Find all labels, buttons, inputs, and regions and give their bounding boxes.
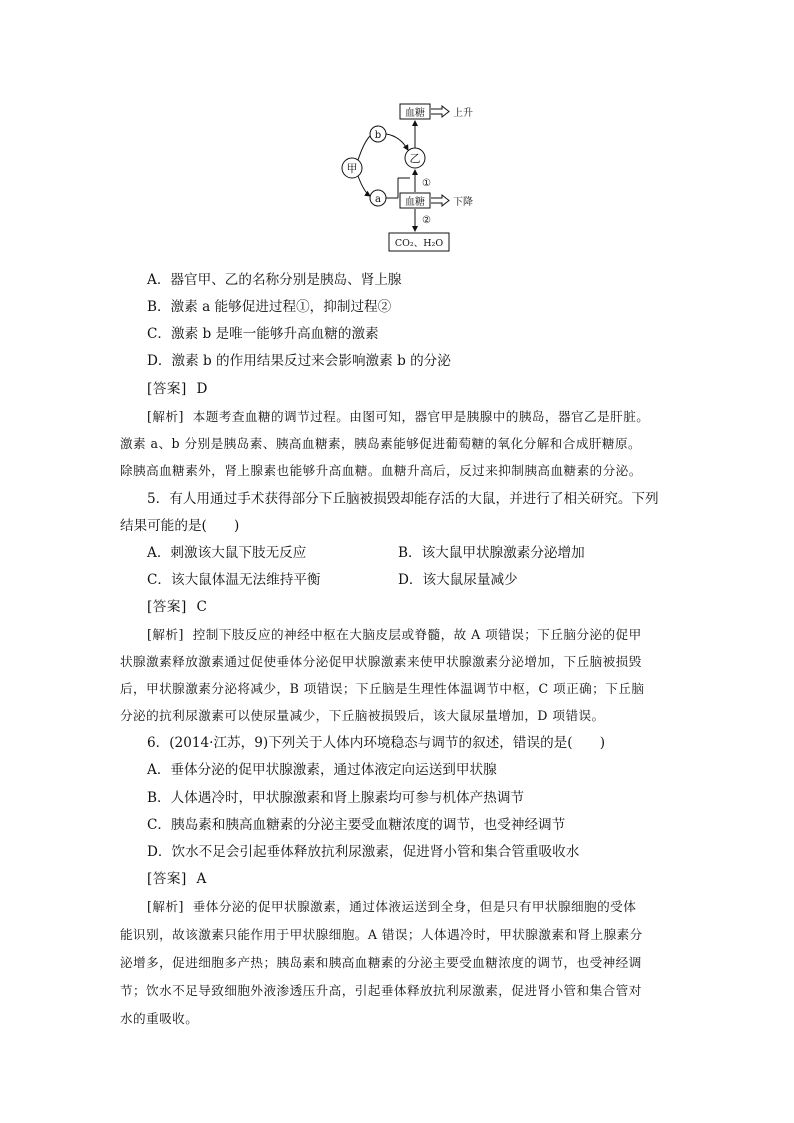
blood-sugar-diagram	[330, 96, 490, 260]
q6-answer	[147, 869, 207, 889]
q5-analysis-line-1: [解析] 控制下肢反应的神经中枢在大脑皮层或脊髓，故 A 项错误；下丘脑分泌的促甲	[147, 627, 642, 642]
q5-option-c: C．该大鼠体温无法维持平衡	[147, 572, 321, 588]
q4-option-c: C．激素 b 是唯一能够升高血糖的激素	[147, 326, 379, 342]
q6-option-b: B．人体遇冷时，甲状腺激素和肾上腺素均可参与机体产热调节	[147, 790, 525, 806]
rise-label: 上升	[453, 108, 473, 119]
step-1-label: ①	[422, 178, 431, 189]
products-label: CO₂、H₂O	[394, 238, 444, 249]
blood-sugar-box-top-label: 血糖	[405, 108, 425, 119]
q6-option-c: C．胰岛素和胰高血糖素的分泌主要受血糖浓度的调节，也受神经调节	[147, 817, 566, 833]
q6-stem: 6．(2014·江苏，9)下列关于人体内环境稳态与调节的叙述，错误的是( )	[147, 735, 606, 751]
q5-stem-line-2: 结果可能的是( )	[120, 518, 240, 534]
node-yi-label: 乙	[409, 152, 421, 165]
q4-option-d: D．激素 b 的作用结果反过来会影响激素 b 的分泌	[147, 353, 451, 369]
q6-option-d: D．饮水不足会引起垂体释放抗利尿激素，促进肾小管和集合管重吸收水	[147, 844, 580, 860]
q4-analysis-line-1: [解析] 本题考查血糖的调节过程。由图可知，器官甲是胰腺中的胰岛，器官乙是肝脏。	[147, 409, 650, 424]
q6-analysis-line-2: 能识别，故该激素只能作用于甲状腺细胞。A 错误；人体遇冷时，甲状腺激素和肾上腺素分	[120, 927, 643, 942]
q6-analysis-line-1: [解析] 垂体分泌的促甲状腺激素，通过体液运送到全身，但是只有甲状腺细胞的受体	[147, 899, 637, 914]
q5-analysis-line-3: 后，甲状腺激素分泌将减少，B 项错误；下丘脑是生理性体温调节中枢，C 项正确；下丘脑	[120, 681, 645, 696]
q6-option-a: A．垂体分泌的促甲状腺激素，通过体液定向运送到甲状腺	[147, 762, 497, 778]
q5-answer	[147, 597, 207, 617]
fall-arrow	[431, 195, 449, 206]
analysis-tag: [解析]	[147, 899, 184, 914]
q4-option-a: A．器官甲、乙的名称分别是胰岛、肾上腺	[147, 272, 402, 288]
answer-value: C	[196, 599, 208, 615]
node-a-label: a	[375, 194, 381, 205]
node-jia-label: 甲	[346, 162, 358, 175]
answer-value: A	[196, 871, 207, 887]
q6-analysis-line-3: 泌增多，促进细胞多产热；胰岛素和胰高血糖素的分泌主要受血糖浓度的调节，也受神经调	[120, 955, 642, 970]
node-b-label: b	[374, 130, 382, 141]
q4-option-b: B．激素 a 能够促进过程①，抑制过程②	[147, 299, 392, 315]
answer-tag: [答案]	[147, 381, 187, 397]
q4-answer	[147, 379, 208, 399]
q4-analysis-line-3: 除胰高血糖素外，肾上腺素也能够升高血糖。血糖升高后，反过来抑制胰高血糖素的分泌。	[120, 463, 642, 478]
q5-option-b: B．该大鼠甲状腺激素分泌增加	[398, 545, 585, 561]
q4-analysis-line-2: 激素 a、b 分别是胰岛素、胰高血糖素，胰岛素能够促进葡萄糖的氧化分解和合成肝糖原。	[120, 436, 642, 451]
answer-tag: [答案]	[147, 599, 187, 615]
answer-value: D	[196, 381, 208, 397]
blood-sugar-box-mid-label: 血糖	[405, 197, 425, 208]
q5-analysis-line-4: 分泌的抗利尿激素可以使尿量减少，下丘脑被损毁后，该大鼠尿量增加，D 项错误。	[120, 708, 605, 723]
answer-tag: [答案]	[147, 871, 187, 887]
fall-label: 下降	[453, 197, 473, 208]
q5-option-d: D．该大鼠尿量减少	[398, 572, 518, 588]
analysis-tag: [解析]	[147, 409, 184, 424]
analysis-tag: [解析]	[147, 627, 184, 642]
q5-option-a: A．刺激该大鼠下肢无反应	[147, 545, 307, 561]
q5-stem-line-1: 5．有人用通过手术获得部分下丘脑被损毁却能存活的大鼠，并进行了相关研究。下列	[147, 491, 659, 507]
q6-analysis-line-4: 节；饮水不足导致细胞外液渗透压升高，引起垂体释放抗利尿激素，促进肾小管和集合管对	[120, 983, 642, 998]
step-2-label: ②	[422, 215, 431, 226]
q5-analysis-line-2: 状腺激素释放激素通过促使垂体分泌促甲状腺激素来使甲状腺激素分泌增加，下丘脑被损毁	[120, 654, 642, 669]
rise-arrow	[431, 106, 449, 117]
q6-analysis-line-5: 水的重吸收。	[120, 1011, 199, 1026]
